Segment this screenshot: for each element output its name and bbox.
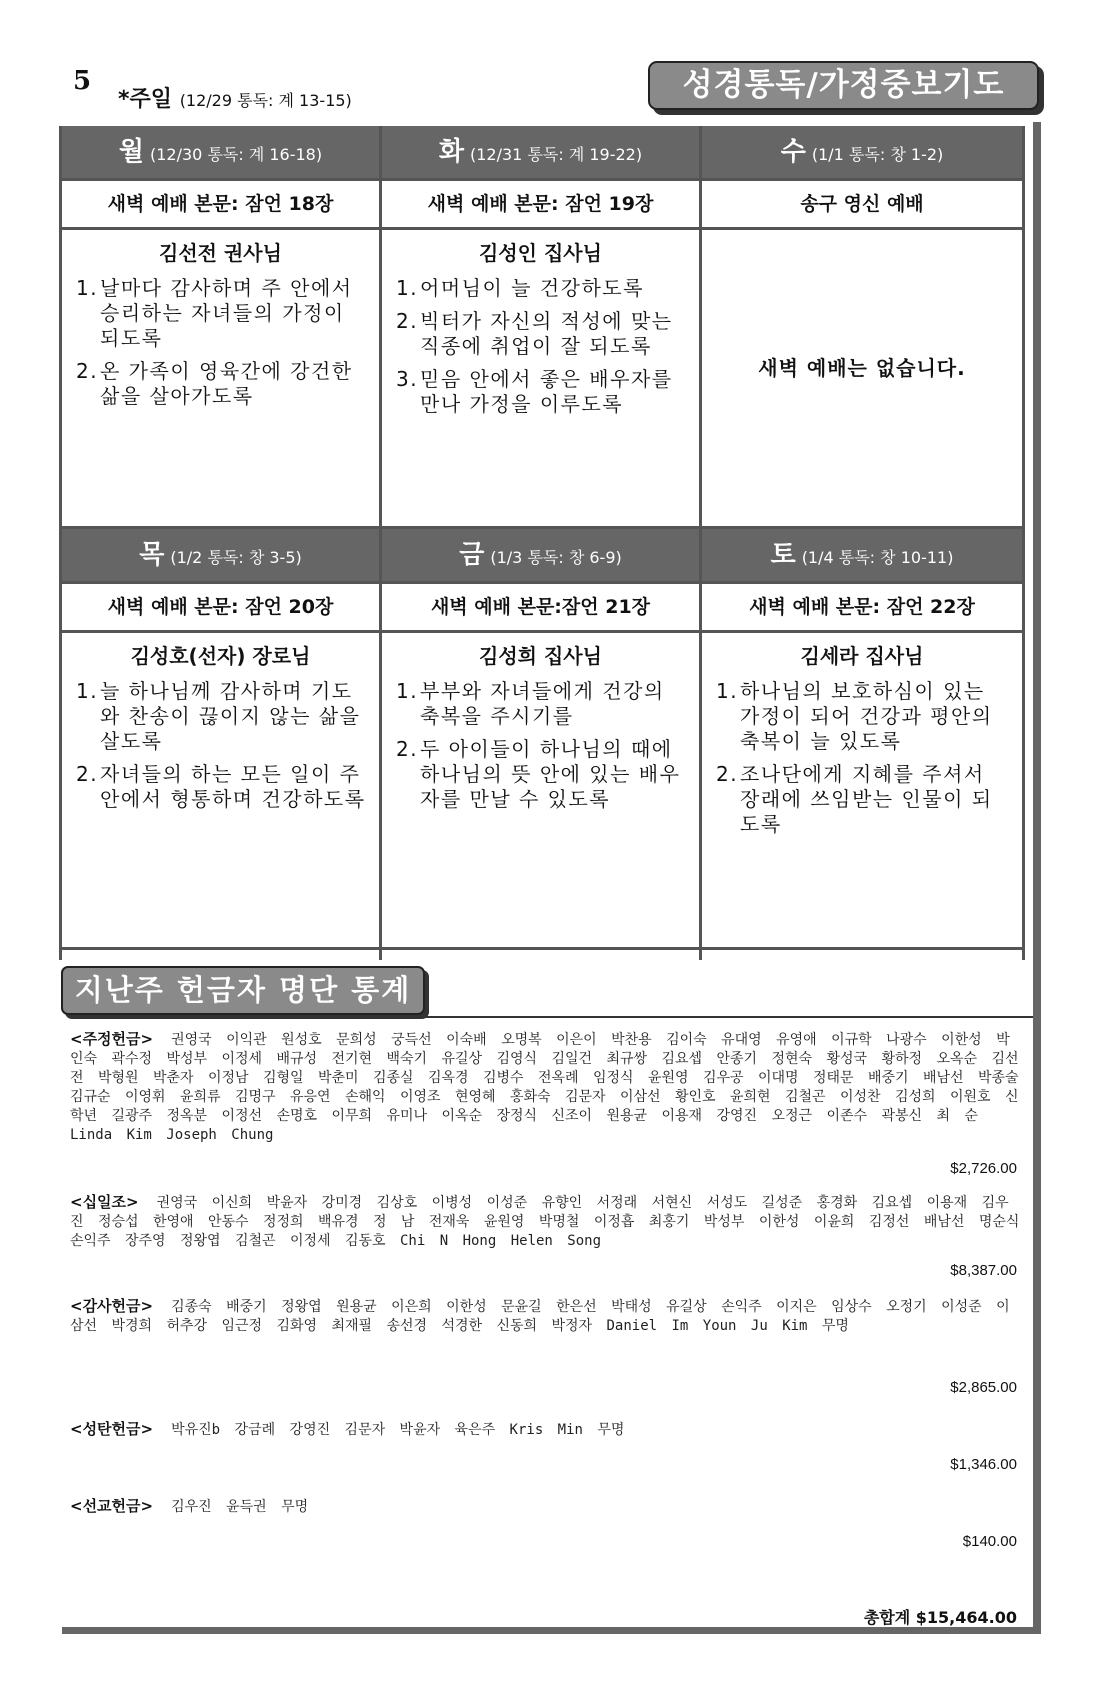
prayer-item: 2. 빅터가 자신의 적성에 맞는 직종에 취업이 잘 되도록 xyxy=(396,309,673,358)
sunday-reading xyxy=(118,82,352,113)
offering-total: 총합계 $15,464.00 xyxy=(863,1608,1017,1627)
offering-names: <주정헌금> 권영국 이익관 원성호 문희성 궁득선 이숙배 오명복 이은이 박찬용 김이숙 유대영 유영애 이규학 나광수 이한성 박인숙 곽수정 박성부 이정세 배규성 전기현 백숙기 유길상 김영식 김일건 최규쌍 김요셉 안종기 정현숙 황성국 황하정 오옥순 김선전 박형원 박춘자 이정남 김형일 박춘미 김종실 김옥경 김병수 전옥례 임정식 윤원영 김우공 이대명 정태문 배중기 배남선 박종술 김규순 이영휘 윤희류 김명구 유응연 손해익 이영조 현영혜 홍화숙 김문자 이삼선 황인호 윤희현 김철곤 이성찬 김성희 이원호 신학년 길광주 정옥분 이정선 손명호 이무희 유미나 이옥순 장정식 신조이 원용균 이용재 강영진 오정근 이존수 곽봉신 최 순 Linda Kim Joseph Chung xyxy=(70,1030,1033,1143)
day-body xyxy=(62,633,379,960)
day-reading: (1/1 통독: 창 1-2) xyxy=(811,145,944,164)
prayer-list xyxy=(76,276,367,409)
page-title: 성경통독/가정중보기도 xyxy=(648,61,1039,110)
offering-names: <성탄헌금> 박유진b 강금례 강영진 김문자 박윤자 육은주 Kris Min 무명 xyxy=(70,1420,625,1438)
prayer-item: 1. 하나님의 보호하심이 있는 가정이 되어 건강과 평안의 축복이 늘 있도록 xyxy=(716,679,993,753)
prayer-item: 2. 두 아이들이 하나님의 때에 하나님의 뜻 안에 있는 배우자를 만날 수 있도록 xyxy=(396,737,681,811)
service-text: 새벽 예배 본문: 잠언 22장 xyxy=(702,581,1022,633)
offering-section-thanks xyxy=(70,1297,1020,1336)
offering-label: <성탄헌금> xyxy=(70,1420,154,1438)
offering-amount: $1,346.00 xyxy=(950,1456,1017,1473)
day-reading: (1/2 통독: 창 3-5) xyxy=(170,548,302,567)
day-cell-fri xyxy=(382,529,702,960)
day-label: 월 xyxy=(118,137,144,167)
day-reading: (12/30 통독: 계 16-18) xyxy=(150,145,323,164)
prayer-list xyxy=(396,276,687,417)
person-name: 김세라 집사님 xyxy=(800,644,924,668)
grid-row-2 xyxy=(62,526,1022,960)
no-service-notice: 새벽 예배는 없습니다. xyxy=(758,355,966,380)
sunday-reading-range: (12/29 통독: 계 13-15) xyxy=(179,91,352,110)
day-body xyxy=(382,230,699,526)
offering-amount: $2,726.00 xyxy=(950,1160,1017,1177)
person-name: 김성인 집사님 xyxy=(479,241,602,265)
day-cell-wed xyxy=(702,126,1022,526)
day-reading: (12/31 통독: 계 19-22) xyxy=(470,145,643,164)
service-text: 새벽 예배 본문:잠언 21장 xyxy=(382,581,699,633)
offering-amount: $8,387.00 xyxy=(950,1262,1017,1279)
day-cell-mon xyxy=(62,126,382,526)
day-header xyxy=(62,529,379,581)
day-body xyxy=(702,633,1022,960)
offering-section-tithe xyxy=(70,1193,1034,1251)
offering-label: <선교헌금> xyxy=(70,1497,154,1515)
offering-names: <감사헌금> 김종숙 배중기 정왕엽 원용균 이은희 이한성 문윤길 한은선 박태성 유길상 손익주 이지은 임상수 오정기 이성준 이삼선 박경희 허추강 임근정 김화영 최재필 송선경 석경한 신동희 박정자 Daniel Im Youn Ju Kim 무명 xyxy=(70,1297,1010,1334)
service-text: 새벽 예배 본문: 잠언 19장 xyxy=(382,178,699,230)
prayer-item: 1. 부부와 자녀들에게 건강의 축복을 주시기를 xyxy=(396,679,665,728)
prayer-item: 2. 조나단에게 지혜를 주셔서 장래에 쓰임받는 인물이 되도록 xyxy=(716,762,993,836)
right-border xyxy=(1033,122,1041,1630)
prayer-item: 2. 자녀들의 하는 모든 일이 주 안에서 형통하며 건강하도록 xyxy=(76,762,366,811)
person-name: 김선전 권사님 xyxy=(159,241,282,265)
day-reading: (1/4 통독: 창 10-11) xyxy=(801,548,954,567)
day-label: 목 xyxy=(139,540,165,570)
day-header xyxy=(382,529,699,581)
offering-title: 지난주 헌금자 명단 통계 xyxy=(61,966,425,1015)
prayer-list xyxy=(76,679,367,812)
day-cell-sat xyxy=(702,529,1022,960)
service-text: 새벽 예배 본문: 잠언 20장 xyxy=(62,581,379,633)
offering-amount: $140.00 xyxy=(962,1533,1017,1550)
prayer-item: 1. 늘 하나님께 감사하며 기도와 찬송이 끊이지 않는 삶을 살도록 xyxy=(76,679,361,753)
sunday-label: *주일 xyxy=(118,87,173,112)
offering-label: <감사헌금> xyxy=(70,1297,154,1315)
offering-label: <주정헌금> xyxy=(70,1030,154,1048)
service-text: 새벽 예배 본문: 잠언 18장 xyxy=(62,178,379,230)
day-header xyxy=(382,126,699,178)
day-reading: (1/3 통독: 창 6-9) xyxy=(490,548,622,567)
person-name: 김성희 집사님 xyxy=(479,644,602,668)
offering-section-tithe-weekly xyxy=(70,1030,1033,1145)
prayer-item: 2. 온 가족이 영육간에 강건한 삶을 살아가도록 xyxy=(76,359,353,408)
prayer-list xyxy=(716,679,1010,837)
day-label: 금 xyxy=(459,540,485,570)
day-body xyxy=(702,230,1022,526)
day-cell-tue xyxy=(382,126,702,526)
grid-bottom-border xyxy=(59,947,1025,950)
day-header xyxy=(702,529,1022,581)
offering-names: <십일조> 권영국 이신희 박윤자 강미경 김상호 이병성 이성준 유향인 서정래 서현신 서성도 길성준 홍경화 김요셉 이용재 김우진 정승섭 한영애 안동수 정정희 백유경 정 남 전재욱 윤원영 박명철 이정흡 최홍기 박성부 이한성 이윤희 김정선 배남선 명순식 손익주 장주영 정왕엽 김철곤 이정세 김동호 Chi N Hong Helen Song xyxy=(70,1193,1034,1249)
prayer-list xyxy=(396,679,687,812)
offering-section-christmas xyxy=(70,1420,1020,1440)
prayer-grid xyxy=(59,126,1025,960)
offering-title-rule xyxy=(425,1016,1033,1018)
offering-label: <십일조> xyxy=(70,1193,139,1211)
day-label: 수 xyxy=(780,137,806,167)
bottom-border xyxy=(62,1627,1041,1634)
day-label: 화 xyxy=(438,137,464,167)
day-body xyxy=(62,230,379,526)
day-cell-thu xyxy=(62,529,382,960)
service-text: 송구 영신 예배 xyxy=(702,178,1022,230)
day-body xyxy=(382,633,699,960)
offering-section-mission xyxy=(70,1497,1020,1517)
prayer-item: 1. 날마다 감사하며 주 안에서 승리하는 자녀들의 가정이 되도록 xyxy=(76,276,353,350)
day-header xyxy=(702,126,1022,178)
prayer-item: 1. 어머님이 늘 건강하도록 xyxy=(396,276,644,300)
offering-amount: $2,865.00 xyxy=(950,1379,1017,1396)
page-number: 5 xyxy=(73,66,92,96)
day-header xyxy=(62,126,379,178)
day-label: 토 xyxy=(770,540,796,570)
grid-row-1 xyxy=(62,126,1022,526)
prayer-item: 3. 믿음 안에서 좋은 배우자를 만나 가정을 이루도록 xyxy=(396,367,673,416)
offering-names: <선교헌금> 김우진 윤득권 무명 xyxy=(70,1497,309,1515)
person-name: 김성호(선자) 장로님 xyxy=(130,644,311,668)
